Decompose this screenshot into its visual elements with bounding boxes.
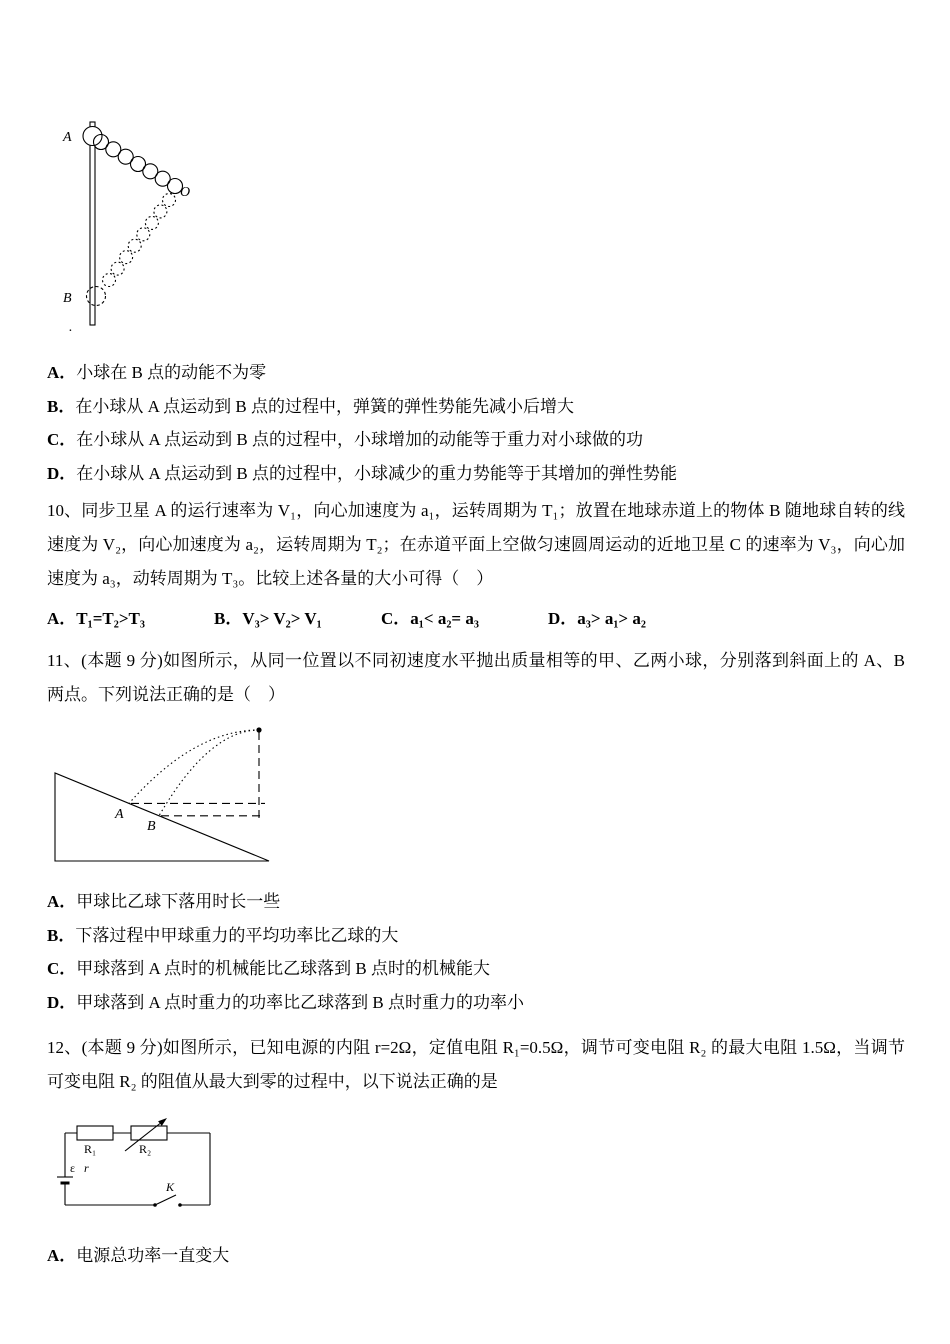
q9-options	[47, 356, 905, 490]
ball-at-A	[83, 127, 102, 146]
q11-options	[47, 885, 905, 1019]
incline-triangle	[55, 773, 269, 861]
fig3-label-emf: ε	[70, 1161, 76, 1175]
q10-options	[47, 602, 905, 636]
q9-figure-spring-pendulum	[57, 112, 905, 340]
ball-at-B-dashed	[87, 287, 106, 306]
fig3-label-R2: R₂	[139, 1142, 152, 1156]
option-letter: A．	[47, 892, 77, 911]
option-letter: A．	[47, 1246, 77, 1265]
option-letter: A．	[47, 363, 77, 382]
switch-K	[153, 1195, 182, 1207]
option-text: 小球在 B 点的动能不为零	[76, 363, 267, 382]
q11-question-text	[47, 644, 905, 712]
q11-option-b	[47, 919, 905, 953]
q11-option-a	[47, 885, 905, 919]
q12-figure-circuit	[55, 1115, 905, 1215]
q11-number: 11、	[47, 651, 82, 670]
option-letter: D．	[47, 992, 77, 1012]
option-text: 甲球落到 A 点时的机械能比乙球落到 B 点时的机械能大	[76, 959, 490, 978]
spring-pendulum-svg	[57, 112, 207, 340]
q12-options	[47, 1239, 905, 1273]
option-text: a₃> a₁> a₂	[577, 609, 646, 628]
q10-option-c	[381, 602, 548, 636]
fig3-label-internal-r: r	[84, 1161, 89, 1175]
option-letter: C．	[47, 430, 77, 449]
q12-option-a	[47, 1239, 905, 1273]
launch-point	[256, 727, 261, 732]
circuit-svg	[55, 1115, 220, 1215]
q11-body: 如图所示，从同一位置以不同初速度水平抛出质量相等的甲、乙两小球，分别落到斜面上的 A、B 两点。下列说法正确的是（ ）	[47, 651, 905, 704]
fig3-label-K: K	[166, 1180, 175, 1194]
option-text: 甲球落到 A 点时重力的功率比乙球落到 B 点时重力的功率小	[76, 992, 524, 1012]
q10-option-b	[214, 602, 381, 636]
option-letter: B．	[47, 925, 76, 945]
option-text: 电源总功率一直变大	[76, 1246, 230, 1265]
q9-option-c	[47, 423, 905, 457]
fig3-label-R1: R₁	[84, 1142, 97, 1156]
q12-number: 12、	[47, 1038, 82, 1057]
q10-number: 10、	[47, 501, 82, 520]
q9-option-d	[47, 457, 905, 491]
fig1-label-B: B	[63, 291, 72, 306]
option-letter: D．	[47, 463, 77, 483]
q9-option-a	[47, 356, 905, 390]
option-text: a₁< a₂= a₃	[410, 609, 479, 628]
fig2-label-A: A	[115, 807, 124, 822]
fig1-label-O: O	[180, 185, 191, 200]
option-letter: C．	[47, 959, 77, 978]
q10-option-a	[47, 602, 214, 636]
fig1-label-A: A	[63, 130, 72, 145]
q11-figure-incline-projectile	[47, 718, 905, 873]
option-text: 下落过程中甲球重力的平均功率比乙球的大	[75, 925, 399, 945]
q9-option-b	[47, 390, 905, 424]
option-text: 在小球从 A 点运动到 B 点的过程中，小球增加的动能等于重力对小球做的功	[76, 430, 643, 449]
option-letter: D．	[548, 609, 578, 628]
option-text: T₁=T₂>T₃	[76, 609, 145, 628]
q12-body: 如图所示，已知电源的内阻 r=2Ω，定值电阻 R₁=0.5Ω，调节可变电阻 R₂ 的最大电阻 1.5Ω，当调节可变电阻 R₂ 的阻值从最大到零的过程中，以下说法正确的是	[47, 1038, 905, 1091]
q11-points: (本题 9 分)	[81, 651, 163, 670]
spring-dotted	[103, 194, 176, 287]
incline-projectile-svg	[47, 718, 297, 873]
option-letter: C．	[381, 609, 411, 628]
fig1-stray-dot: .	[69, 320, 73, 335]
battery-symbol	[57, 1177, 73, 1183]
option-text: 甲球比乙球下落用时长一些	[76, 892, 281, 911]
resistor-R1	[77, 1126, 113, 1140]
option-letter: A．	[47, 609, 77, 628]
spring-solid	[94, 135, 183, 194]
q12-question-text	[47, 1031, 905, 1099]
option-text: V₃> V₂> V₁	[242, 609, 322, 628]
q12-points: (本题 9 分)	[81, 1038, 163, 1057]
option-letter: B．	[47, 396, 76, 416]
q11-option-c	[47, 952, 905, 986]
q11-option-d	[47, 986, 905, 1020]
rod	[90, 122, 95, 325]
option-letter: B．	[214, 609, 243, 628]
option-text: 在小球从 A 点运动到 B 点的过程中，弹簧的弹性势能先减小后增大	[75, 396, 575, 416]
option-text: 在小球从 A 点运动到 B 点的过程中，小球减少的重力势能等于其增加的弹性势能	[76, 463, 677, 483]
q10-body: 同步卫星 A 的运行速率为 V₁，向心加速度为 a₁，运转周期为 T₁；放置在地球赤道上的物体 B 随地球自转的线速度为 V₂，向心加速度为 a₂，运转周期为 T₂；在赤道平面上空做匀速圆周运动的近地卫星 C 的速率为 V₃，向心加速度为 a₃，动转周期为 T₃。比较上述各量的大小可得（ ）	[47, 501, 905, 588]
q10-question-text	[47, 494, 905, 596]
q10-option-d	[548, 602, 646, 636]
displacement-dashed-lines	[131, 732, 265, 820]
fig2-label-B: B	[147, 819, 156, 834]
